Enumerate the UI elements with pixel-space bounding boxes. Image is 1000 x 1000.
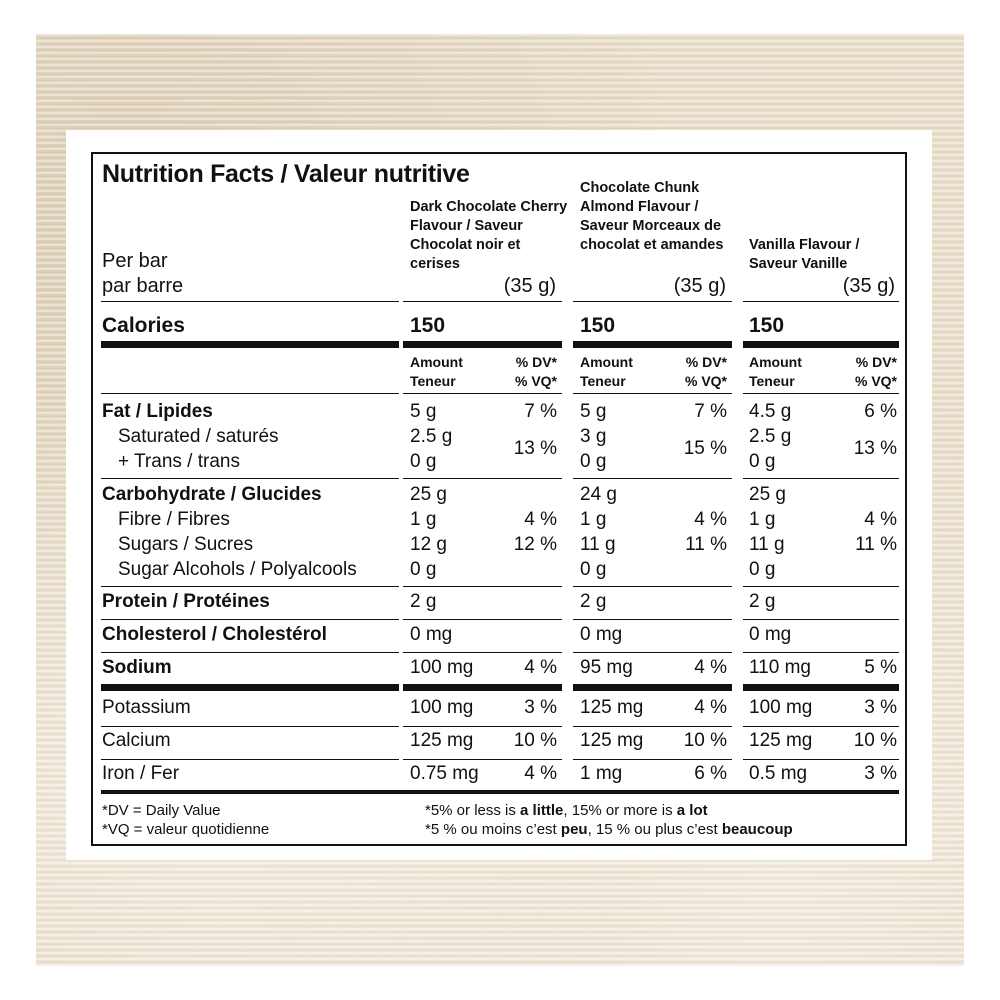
saturated-trans-dv-2: 15 %	[683, 438, 727, 459]
saturated-amount-3: 2.5 g	[749, 426, 792, 447]
rule	[743, 341, 899, 348]
iron-amount-1: 0.75 mg	[410, 763, 479, 784]
rule	[403, 652, 562, 653]
trans-amount-3: 0 g	[749, 451, 776, 472]
rule	[743, 301, 899, 302]
flavour-3-name: Vanilla Flavour / Saveur Vanille	[749, 237, 860, 272]
rule	[101, 759, 399, 760]
fat-dv-1: 7 %	[524, 401, 557, 422]
saturated-amount-1: 2.5 g	[410, 426, 453, 447]
rule	[743, 619, 899, 620]
carbohydrate-amount-1: 25 g	[410, 484, 447, 505]
dv-header-3: % DV* % VQ*	[854, 354, 897, 389]
rule	[573, 619, 732, 620]
sodium-label: Sodium	[102, 657, 172, 678]
rule	[403, 726, 562, 727]
saturated-trans-dv-3: 13 %	[853, 438, 897, 459]
rule	[403, 301, 562, 302]
carbohydrate-amount-3: 25 g	[749, 484, 786, 505]
sodium-dv-1: 4 %	[524, 657, 557, 678]
flavour-1-serving: (35 g)	[503, 275, 556, 297]
rule	[403, 478, 562, 479]
rule	[101, 790, 899, 794]
footnote-dv: *DV = Daily Value	[102, 802, 221, 819]
sugars-label: Sugars / Sucres	[118, 534, 254, 555]
rule	[101, 341, 399, 348]
iron-dv-1: 4 %	[524, 763, 557, 784]
sodium-amount-3: 110 mg	[749, 657, 811, 678]
rule	[743, 393, 899, 394]
flavour-1-name: Dark Chocolate Cherry Flavour / Saveur Chocolat noir et cerises	[410, 199, 568, 272]
sugar-alcohols-label: Sugar Alcohols / Polyalcools	[118, 559, 357, 580]
potassium-amount-3: 100 mg	[749, 697, 813, 718]
rule	[403, 341, 562, 348]
saturated-trans-dv-1: 13 %	[513, 438, 557, 459]
rule	[403, 684, 562, 691]
saturated-label: Saturated / saturés	[118, 426, 279, 447]
footnote-scale-fr: *5 % ou moins c’est peu, 15 % ou plus c’est beaucoup	[425, 821, 793, 838]
rule	[573, 586, 732, 587]
rule	[101, 652, 399, 653]
flavour-3-serving: (35 g)	[842, 275, 895, 297]
rule	[743, 759, 899, 760]
protein-amount-3: 2 g	[749, 591, 776, 612]
fat-amount-2: 5 g	[580, 401, 607, 422]
potassium-dv-2: 4 %	[694, 697, 727, 718]
calories-label: Calories	[102, 314, 185, 337]
flavour-3-calories: 150	[749, 314, 785, 337]
nutrition-facts-panel	[91, 152, 907, 846]
flavour-1-calories: 150	[410, 314, 446, 337]
sugar-alcohols-amount-1: 0 g	[410, 559, 437, 580]
calcium-dv-1: 10 %	[513, 730, 557, 751]
protein-label: Protein / Protéines	[102, 591, 270, 612]
sodium-dv-3: 5 %	[864, 657, 897, 678]
fat-label: Fat / Lipides	[102, 401, 213, 422]
cholesterol-amount-2: 0 mg	[580, 624, 623, 645]
potassium-amount-1: 100 mg	[410, 697, 474, 718]
rule	[743, 684, 899, 691]
fibre-amount-2: 1 g	[580, 509, 607, 530]
rule	[573, 759, 732, 760]
calcium-amount-3: 125 mg	[749, 730, 813, 751]
sugar-alcohols-amount-3: 0 g	[749, 559, 776, 580]
rule	[101, 619, 399, 620]
per-bar-label: Per bar	[102, 250, 168, 272]
fibre-dv-1: 4 %	[524, 509, 557, 530]
calcium-amount-1: 125 mg	[410, 730, 474, 751]
dv-header-2: % DV* % VQ*	[684, 354, 727, 389]
potassium-label: Potassium	[102, 697, 191, 718]
footnote-vq: *VQ = valeur quotidienne	[102, 821, 270, 838]
cholesterol-label: Cholesterol / Cholestérol	[102, 624, 327, 645]
fibre-amount-3: 1 g	[749, 509, 776, 530]
panel-title: Nutrition Facts / Valeur nutritive	[102, 160, 470, 188]
iron-amount-2: 1 mg	[580, 763, 623, 784]
amount-header-2: Amount Teneur	[580, 354, 633, 389]
amount-header-1: Amount Teneur	[410, 354, 463, 389]
rule	[403, 619, 562, 620]
sugars-amount-1: 12 g	[410, 534, 447, 555]
rule	[573, 341, 732, 348]
rule	[101, 301, 399, 302]
rule	[573, 478, 732, 479]
rule	[743, 586, 899, 587]
rule	[743, 478, 899, 479]
calcium-dv-2: 10 %	[683, 730, 727, 751]
fat-amount-3: 4.5 g	[749, 401, 792, 422]
rule	[101, 726, 399, 727]
par-barre-label: par barre	[102, 275, 184, 297]
rule	[743, 652, 899, 653]
cholesterol-amount-1: 0 mg	[410, 624, 453, 645]
fibre-dv-2: 4 %	[694, 509, 727, 530]
potassium-amount-2: 125 mg	[580, 697, 644, 718]
trans-amount-1: 0 g	[410, 451, 437, 472]
calcium-label: Calcium	[102, 730, 171, 751]
fibre-dv-3: 4 %	[864, 509, 897, 530]
potassium-dv-1: 3 %	[524, 697, 557, 718]
protein-amount-2: 2 g	[580, 591, 607, 612]
rule	[573, 301, 732, 302]
sodium-amount-1: 100 mg	[410, 657, 474, 678]
sodium-amount-2: 95 mg	[580, 657, 633, 678]
calcium-dv-3: 10 %	[853, 730, 897, 751]
iron-dv-2: 6 %	[694, 763, 727, 784]
rule	[101, 586, 399, 587]
rule	[573, 684, 732, 691]
sugars-dv-1: 12 %	[513, 534, 557, 555]
potassium-dv-3: 3 %	[864, 697, 897, 718]
sodium-dv-2: 4 %	[694, 657, 727, 678]
fibre-label: Fibre / Fibres	[118, 509, 230, 530]
rule	[101, 393, 399, 394]
fat-dv-3: 6 %	[864, 401, 897, 422]
sugar-alcohols-amount-2: 0 g	[580, 559, 607, 580]
flavour-2-calories: 150	[580, 314, 616, 337]
flavour-2-name: Chocolate Chunk Almond Flavour / Saveur Morceaux de chocolat et amandes	[580, 180, 724, 253]
carbohydrate-label: Carbohydrate / Glucides	[102, 484, 322, 505]
rule	[403, 586, 562, 587]
flavour-2-serving: (35 g)	[673, 275, 726, 297]
footnote-scale-en: *5% or less is a little, 15% or more is a lot	[425, 802, 708, 819]
cholesterol-amount-3: 0 mg	[749, 624, 792, 645]
rule	[403, 759, 562, 760]
rule	[101, 478, 399, 479]
rule	[101, 684, 399, 691]
rule	[743, 726, 899, 727]
amount-header-3: Amount Teneur	[749, 354, 802, 389]
rule	[573, 393, 732, 394]
rule	[573, 726, 732, 727]
fat-dv-2: 7 %	[694, 401, 727, 422]
fat-amount-1: 5 g	[410, 401, 437, 422]
iron-label: Iron / Fer	[102, 763, 180, 784]
trans-label: + Trans / trans	[118, 451, 240, 472]
rule	[403, 393, 562, 394]
sugars-dv-3: 11 %	[855, 534, 897, 555]
sugars-dv-2: 11 %	[685, 534, 727, 555]
carbohydrate-amount-2: 24 g	[580, 484, 617, 505]
iron-dv-3: 3 %	[864, 763, 897, 784]
saturated-amount-2: 3 g	[580, 426, 607, 447]
sugars-amount-3: 11 g	[749, 534, 785, 555]
sugars-amount-2: 11 g	[580, 534, 616, 555]
fibre-amount-1: 1 g	[410, 509, 437, 530]
calcium-amount-2: 125 mg	[580, 730, 644, 751]
iron-amount-3: 0.5 mg	[749, 763, 808, 784]
trans-amount-2: 0 g	[580, 451, 607, 472]
protein-amount-1: 2 g	[410, 591, 437, 612]
rule	[573, 652, 732, 653]
dv-header-1: % DV* % VQ*	[514, 354, 557, 389]
